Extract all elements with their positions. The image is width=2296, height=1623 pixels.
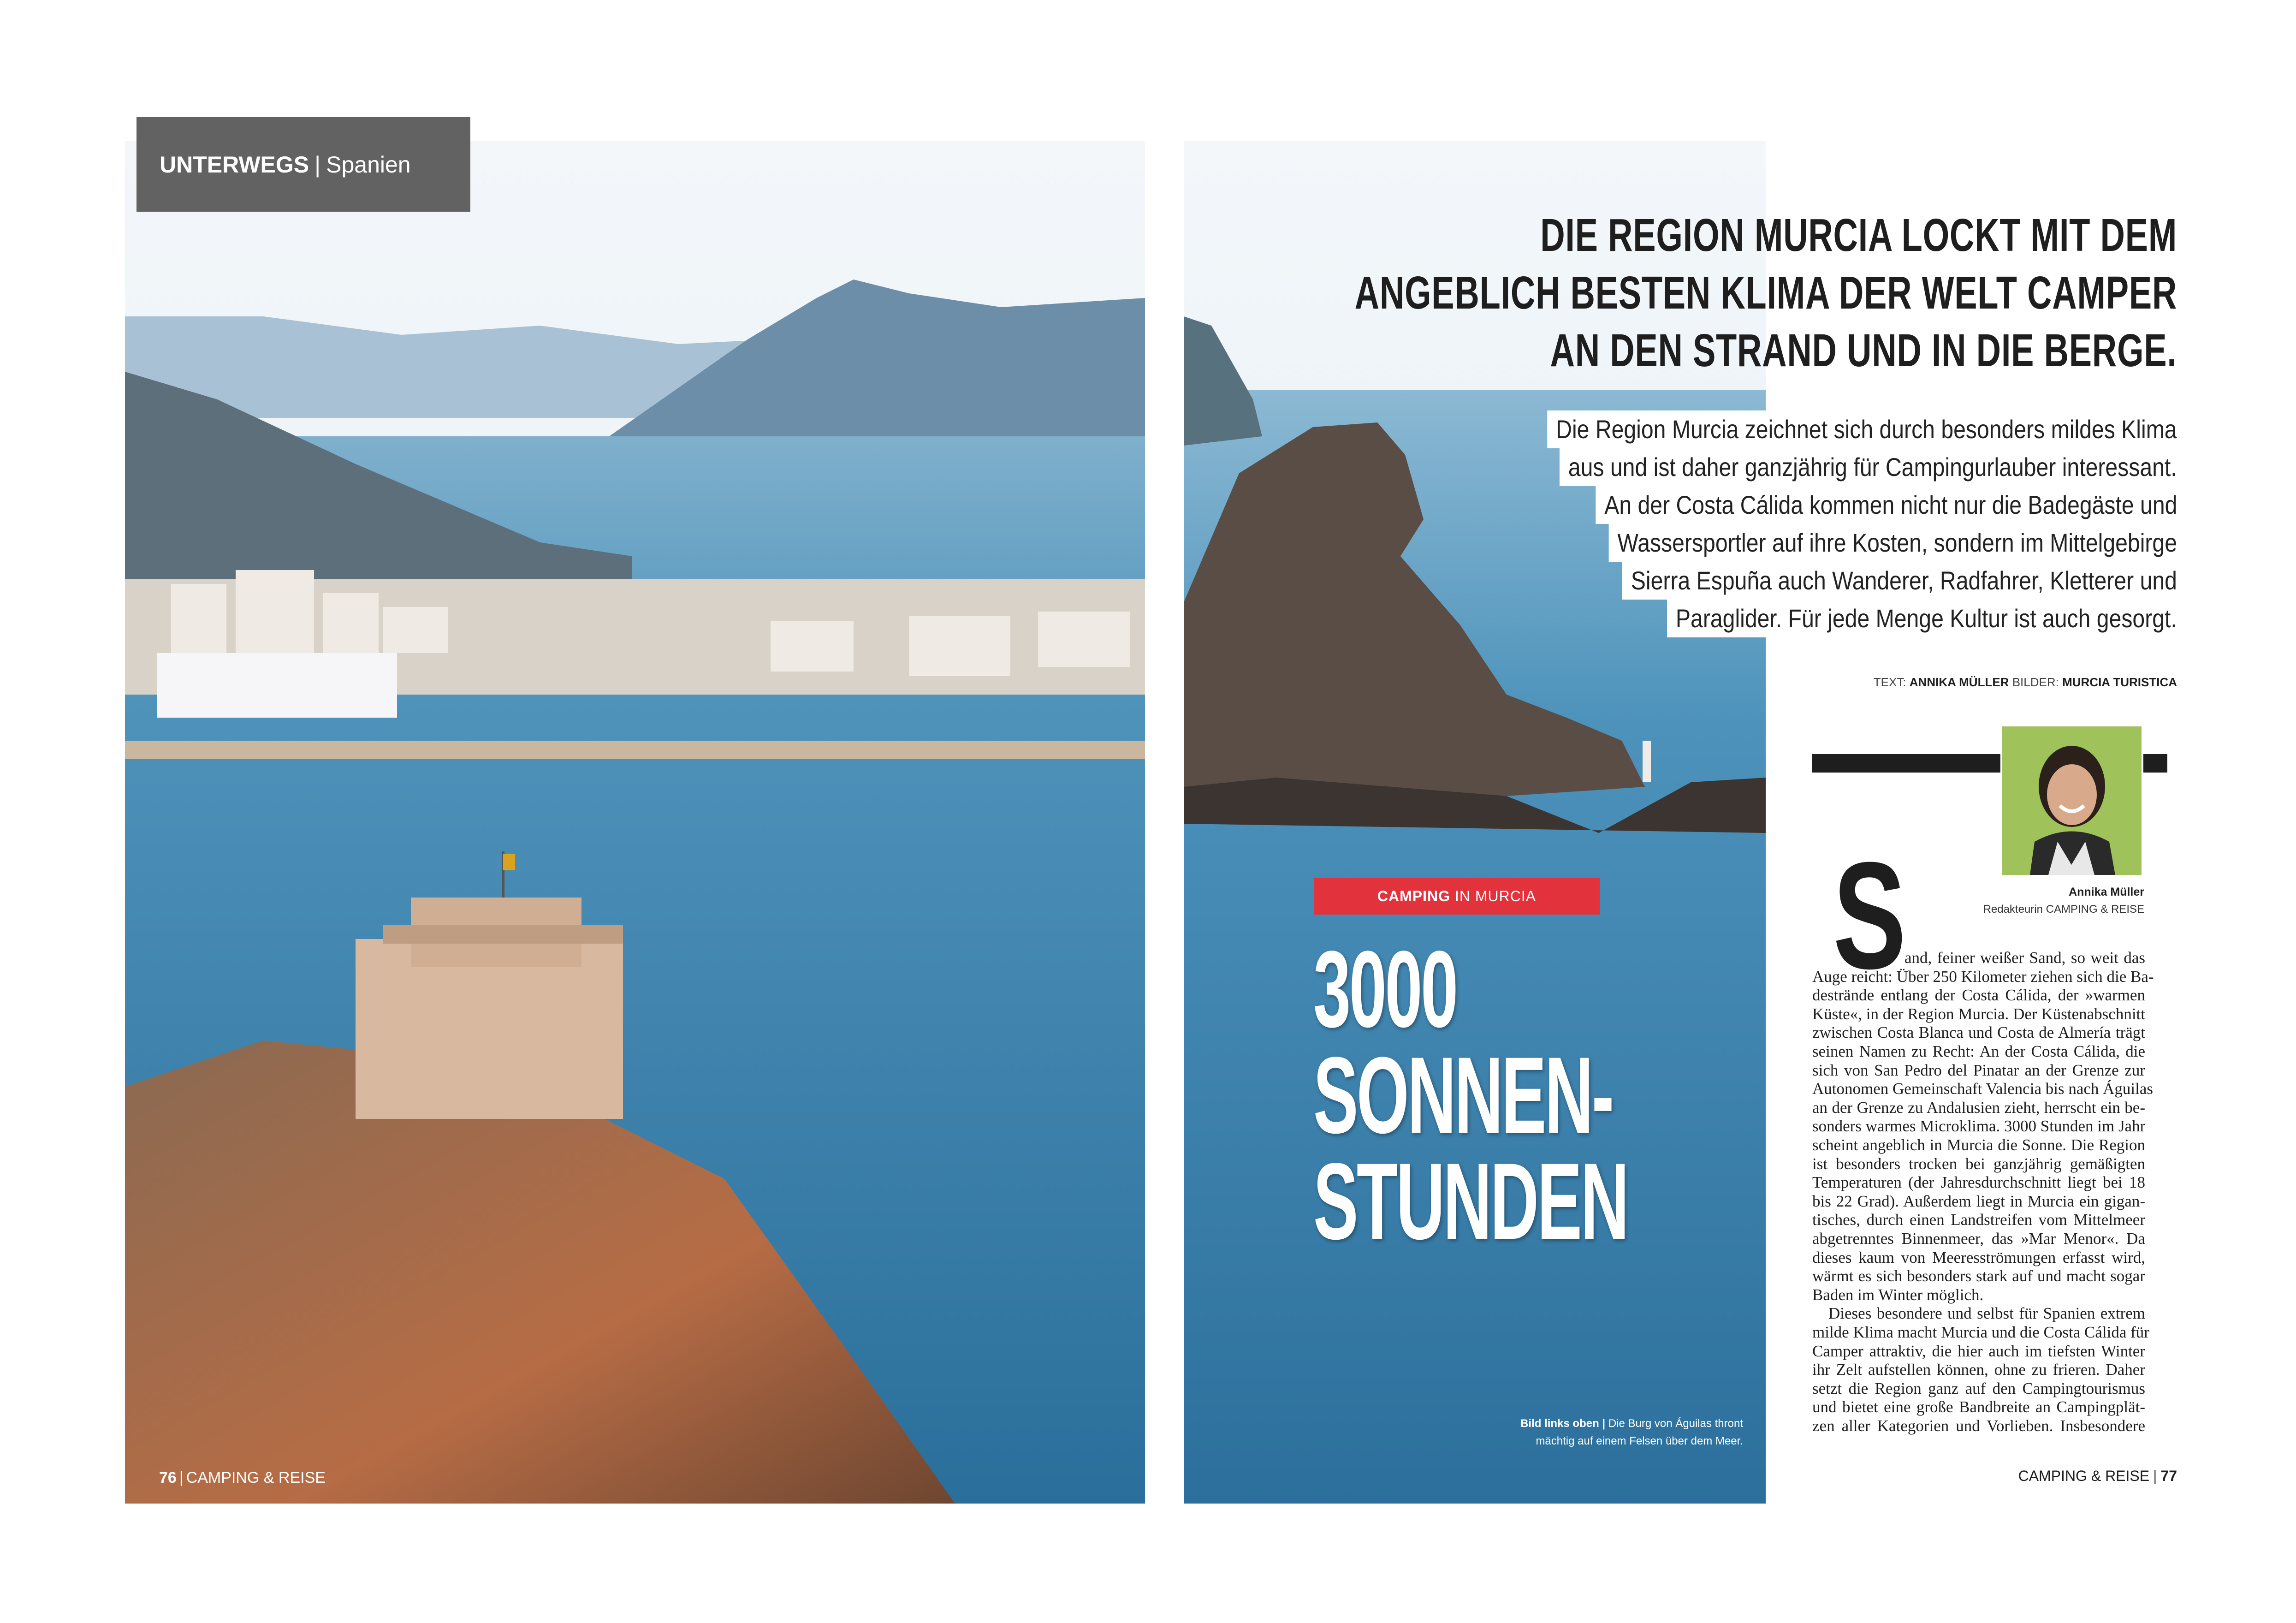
- section-tag: [136, 117, 470, 212]
- body-line: Küste«, in der Region Murcia. Der Küstenabschnitt: [1812, 1005, 2145, 1023]
- body-line: scheint angeblich in Murcia die Sonne. Die Region: [1812, 1136, 2145, 1154]
- kicker-strong: CAMPING: [1377, 887, 1450, 904]
- section-label: UNTERWEGS: [160, 151, 309, 178]
- subsection-label: Spanien: [326, 151, 411, 178]
- kicker-rest: IN MURCIA: [1455, 887, 1537, 904]
- body-line: an der Grenze zu Andalusien zieht, herrscht ein be-: [1812, 1098, 2145, 1117]
- body-line: seinen Namen zu Recht: An der Costa Cálida, die: [1812, 1042, 2145, 1060]
- magazine-name-left: CAMPING & REISE: [186, 1469, 326, 1486]
- body-line: destrände entlang der Costa Cálida, der »warmen: [1812, 986, 2145, 1005]
- credits: [1874, 675, 2177, 690]
- page-number-left: 76: [159, 1469, 177, 1486]
- images-credit: MURCIA TURISTICA: [2062, 675, 2177, 689]
- separator: |: [314, 151, 321, 178]
- caption-text-1: Die Burg von Águilas thront: [1608, 1417, 1743, 1430]
- folio-right: [2018, 1468, 2177, 1485]
- magazine-name-right: CAMPING & REISE: [2018, 1468, 2150, 1484]
- body-line: zwischen Costa Blanca und Costa de Almería trägt: [1812, 1023, 2145, 1042]
- author-name: Annika Müller: [2069, 886, 2144, 898]
- intro-line-1: Die Region Murcia zeichnet sich durch besonders mildes Klima: [1548, 410, 2177, 448]
- intro-line-6: Paraglider. Für jede Menge Kultur ist auch gesorgt.: [1667, 600, 2177, 637]
- body-line: tisches, durch einen Landstreifen vom Mittelmeer: [1812, 1211, 2145, 1229]
- body-line: dieses kaum von Meeresströmungen erfasst wird,: [1812, 1248, 2145, 1266]
- author-photo: [2000, 725, 2143, 877]
- deck-line-2: ANGEBLICH BESTEN KLIMA DER WELT CAMPER: [1354, 267, 2177, 319]
- intro-line-4: Wassersportler auf ihre Kosten, sondern im Mittelgebirge: [1609, 524, 2177, 562]
- photo-caption: [1420, 1415, 1743, 1450]
- images-label: BILDER:: [2012, 675, 2059, 689]
- caption-label: Bild links oben |: [1520, 1417, 1606, 1430]
- deck-line-1: DIE REGION MURCIA LOCKT MIT DEM: [1540, 209, 2177, 261]
- body-line: Dieses besondere und selbst für Spanien extrem: [1828, 1304, 2145, 1323]
- body-line: Auge reicht: Über 250 Kilometer ziehen sich die Ba-: [1812, 967, 2154, 986]
- body-line: wärmt es sich besonders stark auf und macht sogar: [1812, 1267, 2145, 1285]
- author-role: Redakteurin CAMPING & REISE: [1983, 903, 2144, 916]
- body-line: Camper attraktiv, die hier auch im tiefsten Winter: [1812, 1342, 2145, 1360]
- page-number-right: 77: [2160, 1468, 2177, 1484]
- headline-line-2: SONNEN-: [1313, 1034, 1613, 1156]
- body-line: ihr Zelt aufstellen können, ohne zu frieren. Daher: [1812, 1361, 2145, 1379]
- text-label: TEXT:: [1873, 675, 1906, 689]
- body-line: and, feiner weißer Sand, so weit das: [1904, 949, 2145, 967]
- headline-line-3: STUNDEN: [1313, 1141, 1628, 1262]
- deck-line-3: AN DEN STRAND UND IN DIE BERGE.: [1550, 325, 2177, 376]
- intro-line-3: An der Costa Cálida kommen nicht nur die Badegäste und: [1596, 486, 2177, 524]
- body-line: milde Klima macht Murcia und die Costa Cálida für: [1812, 1323, 2149, 1341]
- coastal-castle-photo: [125, 141, 1145, 1504]
- body-line: zen aller Kategorien und Vorlieben. Insbesondere: [1812, 1417, 2145, 1435]
- body-line: sich von San Pedro del Pinatar an der Grenze zur: [1812, 1061, 2145, 1079]
- separator: |: [2153, 1468, 2157, 1484]
- separator: |: [179, 1469, 184, 1486]
- body-line: und bietet eine große Bandbreite an Campingplät-: [1812, 1398, 2145, 1416]
- body-line: setzt die Region ganz auf den Campingtourismus: [1812, 1379, 2145, 1397]
- body-line: Temperaturen (der Jahresdurchschnitt liegt bei 18: [1812, 1173, 2145, 1192]
- intro-line-5: Sierra Espuña auch Wanderer, Radfahrer, Kletterer und: [1622, 562, 2177, 600]
- body-line: Baden im Winter möglich.: [1812, 1285, 1984, 1304]
- author-credit: ANNIKA MÜLLER: [1909, 675, 2009, 689]
- caption-text-2: mächtig auf einem Felsen über dem Meer.: [1536, 1435, 1743, 1447]
- author-portrait: [2002, 726, 2142, 875]
- kicker-bar: [1314, 878, 1600, 915]
- body-line: abgetrenntes Binnenmeer, das »Mar Menor«. Da: [1812, 1230, 2145, 1248]
- body-line: ist besonders trocken bei ganzjährig gemäßigten: [1812, 1154, 2145, 1173]
- body-line: Autonomen Gemeinschaft Valencia bis nach Águilas: [1812, 1080, 2154, 1098]
- left-page-photo: [125, 141, 1145, 1504]
- body-line: bis 22 Grad). Außerdem liegt in Murcia ein gigan-: [1812, 1192, 2145, 1210]
- folio-left: [159, 1469, 326, 1487]
- headline-line-1: 3000: [1313, 928, 1457, 1050]
- intro-line-2: aus und ist daher ganzjährig für Campingurlauber interessant.: [1560, 448, 2177, 486]
- drop-cap: S: [1833, 830, 1906, 1000]
- caption-line-1: [1420, 1415, 1743, 1433]
- body-line: sonders warmes Microklima. 3000 Stunden im Jahr: [1812, 1117, 2146, 1136]
